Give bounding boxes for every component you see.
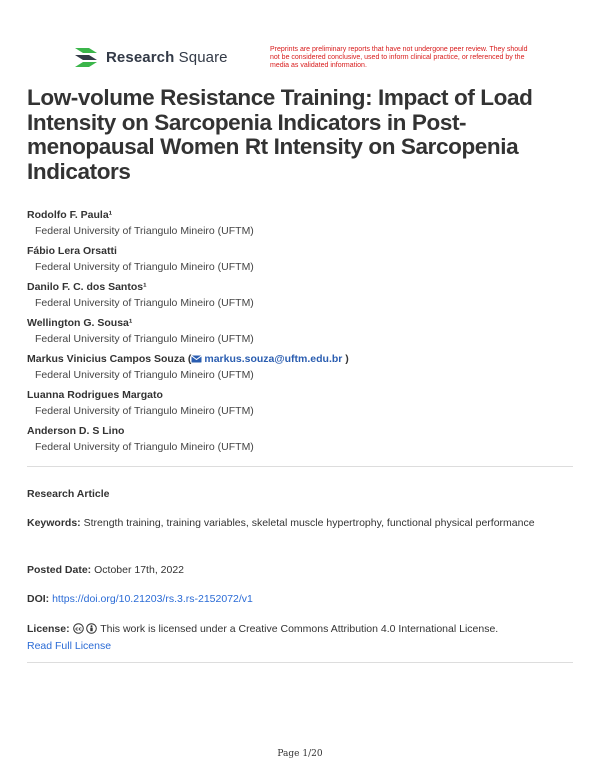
author-affiliation: Federal University of Triangulo Mineiro (UFTM) bbox=[35, 225, 254, 237]
license-section bbox=[27, 621, 573, 655]
doi-link[interactable]: https://doi.org/10.21203/rs.3.rs-2152072/v1 bbox=[52, 593, 253, 605]
keywords-text: Strength training, training variables, skeletal muscle hypertrophy, functional physical performance bbox=[83, 517, 535, 529]
author-affiliation: Federal University of Triangulo Mineiro (UFTM) bbox=[35, 405, 254, 417]
posted-date-value: October 17th, 2022 bbox=[94, 564, 185, 576]
svg-text:cc: cc bbox=[74, 626, 82, 633]
author-name-with-email: Markus Vinicius Campos Souza ( markus.souza@uftm.edu.br ) bbox=[27, 353, 349, 365]
article-type: Research Article bbox=[27, 488, 110, 500]
doi-section bbox=[27, 591, 573, 608]
license-text: This work is licensed under a Creative Commons Attribution 4.0 International License. bbox=[100, 623, 499, 635]
header bbox=[73, 46, 533, 78]
attribution-icon bbox=[86, 623, 97, 634]
author-item bbox=[27, 315, 567, 351]
author-item bbox=[27, 207, 567, 243]
author-email-link[interactable]: markus.souza@uftm.edu.br bbox=[204, 353, 343, 365]
divider bbox=[27, 662, 573, 663]
keywords-section bbox=[27, 515, 573, 532]
article-title: Low-volume Resistance Training: Impact of Load Intensity on Sarcopenia Indicators in Post-menopausal Women Rt Intensity on Sarcopenia Indicators bbox=[27, 85, 533, 184]
author-item bbox=[27, 351, 567, 387]
research-square-logo[interactable] bbox=[73, 46, 228, 68]
author-affiliation: Federal University of Triangulo Mineiro (UFTM) bbox=[35, 297, 254, 309]
doi-label: DOI: bbox=[27, 593, 50, 605]
page-number: Page 1/20 bbox=[277, 749, 323, 759]
author-item bbox=[27, 279, 567, 315]
logo-text: Research Square bbox=[106, 48, 228, 66]
author-list bbox=[27, 207, 567, 459]
preprint-notice: Preprints are preliminary reports that have not undergone peer review. They should not be considered conclusive, used to inform clinical practice, or referenced by the media as validated information. bbox=[270, 46, 528, 69]
author-name: Rodolfo F. Paula¹ bbox=[27, 209, 113, 221]
license-label: License: bbox=[27, 623, 70, 635]
author-affiliation: Federal University of Triangulo Mineiro (UFTM) bbox=[35, 441, 254, 453]
author-affiliation: Federal University of Triangulo Mineiro (UFTM) bbox=[35, 261, 254, 273]
author-item bbox=[27, 423, 567, 459]
author-item bbox=[27, 387, 567, 423]
mail-icon bbox=[191, 355, 202, 363]
creative-commons-icon bbox=[73, 623, 84, 634]
posted-date-section bbox=[27, 562, 573, 579]
posted-date-label: Posted Date: bbox=[27, 564, 92, 576]
research-square-logo-icon bbox=[73, 46, 99, 68]
author-name: Fábio Lera Orsatti bbox=[27, 245, 117, 257]
author-affiliation: Federal University of Triangulo Mineiro (UFTM) bbox=[35, 333, 254, 345]
author-affiliation: Federal University of Triangulo Mineiro (UFTM) bbox=[35, 369, 254, 381]
author-name: Anderson D. S Lino bbox=[27, 425, 125, 437]
read-full-license-link[interactable]: Read Full License bbox=[27, 640, 112, 652]
author-name: Wellington G. Sousa¹ bbox=[27, 317, 133, 329]
author-name: Markus Vinicius Campos Souza bbox=[27, 353, 185, 365]
keywords-label: Keywords: bbox=[27, 517, 81, 529]
divider bbox=[27, 466, 573, 467]
author-name: Luanna Rodrigues Margato bbox=[27, 389, 163, 401]
author-name: Danilo F. C. dos Santos¹ bbox=[27, 281, 147, 293]
author-item bbox=[27, 243, 567, 279]
